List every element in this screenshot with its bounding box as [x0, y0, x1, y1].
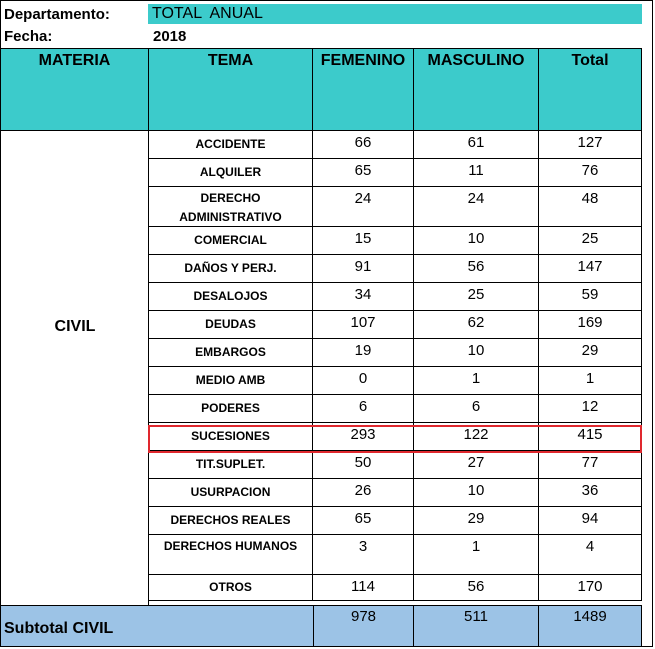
row-femenino: 65 — [313, 159, 414, 187]
row-total: 76 — [539, 159, 642, 187]
row-tema: COMERCIAL — [149, 227, 313, 255]
row-masculino: 11 — [414, 159, 539, 187]
row-masculino: 25 — [414, 283, 539, 311]
row-masculino: 24 — [414, 187, 539, 227]
column-header-materia: MATERIA — [1, 48, 149, 131]
departamento-value: TOTAL ANUAL — [152, 5, 263, 22]
row-femenino: 3 — [313, 535, 414, 575]
row-tema: MEDIO AMB — [149, 367, 313, 395]
row-femenino: 91 — [313, 255, 414, 283]
row-tema: DAÑOS Y PERJ. — [149, 255, 313, 283]
row-tema: SUCESIONES — [149, 423, 313, 451]
row-masculino: 6 — [414, 395, 539, 423]
row-masculino: 62 — [414, 311, 539, 339]
row-total: 36 — [539, 479, 642, 507]
departamento-label: Departamento: — [4, 6, 110, 23]
row-femenino: 50 — [313, 451, 414, 479]
row-total: 415 — [539, 423, 642, 451]
row-total: 170 — [539, 575, 642, 601]
row-total: 12 — [539, 395, 642, 423]
row-masculino: 56 — [414, 575, 539, 601]
subtotal-femenino: 978 — [313, 605, 414, 647]
row-femenino: 19 — [313, 339, 414, 367]
row-femenino: 114 — [313, 575, 414, 601]
column-header-femenino: FEMENINO — [313, 48, 414, 131]
column-header-tema: TEMA — [149, 48, 313, 131]
row-masculino: 61 — [414, 131, 539, 159]
row-masculino: 10 — [414, 339, 539, 367]
row-masculino: 27 — [414, 451, 539, 479]
row-femenino: 15 — [313, 227, 414, 255]
row-tema: TIT.SUPLET. — [149, 451, 313, 479]
row-total: 4 — [539, 535, 642, 575]
row-tema: DEUDAS — [149, 311, 313, 339]
row-tema: USURPACION — [149, 479, 313, 507]
row-tema: OTROS — [149, 575, 313, 601]
row-femenino: 24 — [313, 187, 414, 227]
fecha-label: Fecha: — [4, 28, 53, 45]
row-total: 29 — [539, 339, 642, 367]
row-masculino: 29 — [414, 507, 539, 535]
row-masculino: 10 — [414, 227, 539, 255]
row-total: 77 — [539, 451, 642, 479]
row-tema: ALQUILER — [149, 159, 313, 187]
row-total: 94 — [539, 507, 642, 535]
subtotal-total: 1489 — [539, 605, 642, 647]
row-tema: EMBARGOS — [149, 339, 313, 367]
row-femenino: 0 — [313, 367, 414, 395]
subtotal-masculino: 511 — [414, 605, 539, 647]
row-masculino: 10 — [414, 479, 539, 507]
column-header-total: Total — [539, 48, 642, 131]
row-total: 169 — [539, 311, 642, 339]
row-femenino: 107 — [313, 311, 414, 339]
column-header-masculino: MASCULINO — [414, 48, 539, 131]
materia-value: CIVIL — [54, 318, 96, 335]
subtotal-label: Subtotal CIVIL — [4, 620, 114, 637]
row-total: 48 — [539, 187, 642, 227]
row-total: 59 — [539, 283, 642, 311]
row-masculino: 122 — [414, 423, 539, 451]
highlight-box — [148, 425, 642, 453]
row-femenino: 6 — [313, 395, 414, 423]
row-femenino: 293 — [313, 423, 414, 451]
row-femenino: 66 — [313, 131, 414, 159]
fecha-value: 2018 — [153, 28, 187, 45]
row-femenino: 34 — [313, 283, 414, 311]
row-total: 147 — [539, 255, 642, 283]
row-total: 25 — [539, 227, 642, 255]
row-tema: DERECHOS REALES — [149, 507, 313, 535]
row-masculino: 1 — [414, 367, 539, 395]
row-tema: DERECHOS HUMANOS — [149, 535, 313, 575]
row-femenino: 26 — [313, 479, 414, 507]
row-masculino: 1 — [414, 535, 539, 575]
row-femenino: 65 — [313, 507, 414, 535]
row-tema: DESALOJOS — [149, 283, 313, 311]
row-total: 127 — [539, 131, 642, 159]
row-tema: PODERES — [149, 395, 313, 423]
row-masculino: 56 — [414, 255, 539, 283]
row-tema: ACCIDENTE — [149, 131, 313, 159]
materia-cell — [1, 131, 149, 605]
row-total: 1 — [539, 367, 642, 395]
departamento-value-box — [148, 4, 642, 24]
row-tema: DERECHO ADMINISTRATIVO — [149, 187, 313, 227]
